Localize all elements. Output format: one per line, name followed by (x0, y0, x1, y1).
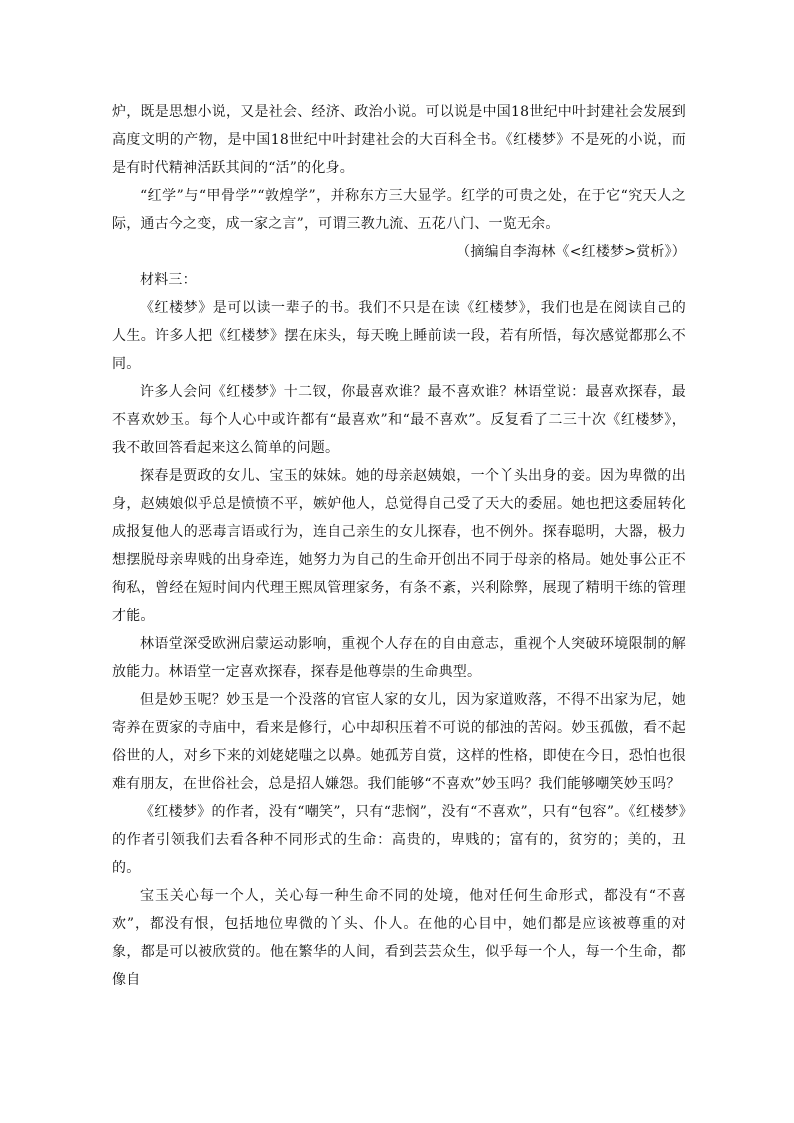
paragraph-6: 林语堂深受欧洲启蒙运动影响，重视个人存在的自由意志，重视个人突破环境限制的解放能力。林语堂一定喜欢探春，探春是他尊崇的生命典型。 (112, 636, 686, 680)
material-3-heading: 材料三： (140, 272, 197, 288)
paragraph-3: 《红楼梦》是可以读一辈子的书。我们不只是在读《红楼梦》，我们也是在阅读自己的人生。许多人把《红楼梦》摆在床头，每天晚上睡前读一段，若有所悟，每次感觉都那么不同。 (112, 300, 686, 372)
document-page (112, 98, 686, 994)
source-citation: （摘编自李海林《<红楼梦>赏析》） (456, 244, 686, 260)
paragraph-9: 宝玉关心每一个人，关心每一种生命不同的处境，他对任何生命形式，都没有“不喜欢”，都没有恨，包括地位卑微的丫头、仆人。在他的心目中，她们都是应该被尊重的对象，都是可以被欣赏的。他在繁华的人间，看到芸芸众生，似乎每一个人，每一个生命，都像自 (112, 888, 686, 988)
paragraph-5: 探春是贾政的女儿、宝玉的妹妹。她的母亲赵姨娘，一个丫头出身的妾。因为卑微的出身，赵姨娘似乎总是愤愤不平，嫉妒他人，总觉得自己受了天大的委屈。她也把这委屈转化成报复他人的恶毒言语或行为，连自己亲生的女儿探春，也不例外。探春聪明，大器，极力想摆脱母亲卑贱的出身牵连，她努力为自己的生命开创出不同于母亲的格局。她处事公正不徇私，曾经在短时间内代理王熙凤管理家务，有条不紊，兴利除弊，展现了精明干练的管理才能。 (112, 468, 686, 624)
paragraph-1: 炉，既是思想小说，又是社会、经济、政治小说。可以说是中国18世纪中叶封建社会发展到高度文明的产物，是中国18世纪中叶封建社会的大百科全书。《红楼梦》不是死的小说，而是有时代精神活跃其间的“活”的化身。 (112, 104, 686, 176)
paragraph-4: 许多人会问《红楼梦》十二钗，你最喜欢谁？最不喜欢谁？林语堂说：最喜欢探春，最不喜欢妙玉。每个人心中或许都有“最喜欢”和“最不喜欢”。反复看了二三十次《红楼梦》，我不敢回答看起来这么简单的问题。 (112, 384, 686, 456)
paragraph-7: 但是妙玉呢？妙玉是一个没落的官宦人家的女儿，因为家道败落，不得不出家为尼，她寄养在贾家的寺庙中，看来是修行，心中却积压着不可说的郁浊的苦闷。妙玉孤傲，看不起俗世的人，对乡下来的刘姥姥嗤之以鼻。她孤芳自赏，这样的性格，即使在今日，恐怕也很难有朋友，在世俗社会，总是招人嫌怨。我们能够“不喜欢”妙玉吗？我们能够嘲笑妙玉吗？ (112, 692, 686, 792)
paragraph-8: 《红楼梦》的作者，没有“嘲笑”，只有“悲悯”，没有“不喜欢”，只有“包容”。《红楼梦》的作者引领我们去看各种不同形式的生命：高贵的，卑贱的；富有的，贫穷的；美的，丑的。 (112, 804, 686, 876)
paragraph-2: “红学”与“甲骨学”“敦煌学”，并称东方三大显学。红学的可贵之处，在于它“究天人之际，通古今之变，成一家之言”，可谓三教九流、五花八门、一览无余。 (112, 188, 686, 232)
